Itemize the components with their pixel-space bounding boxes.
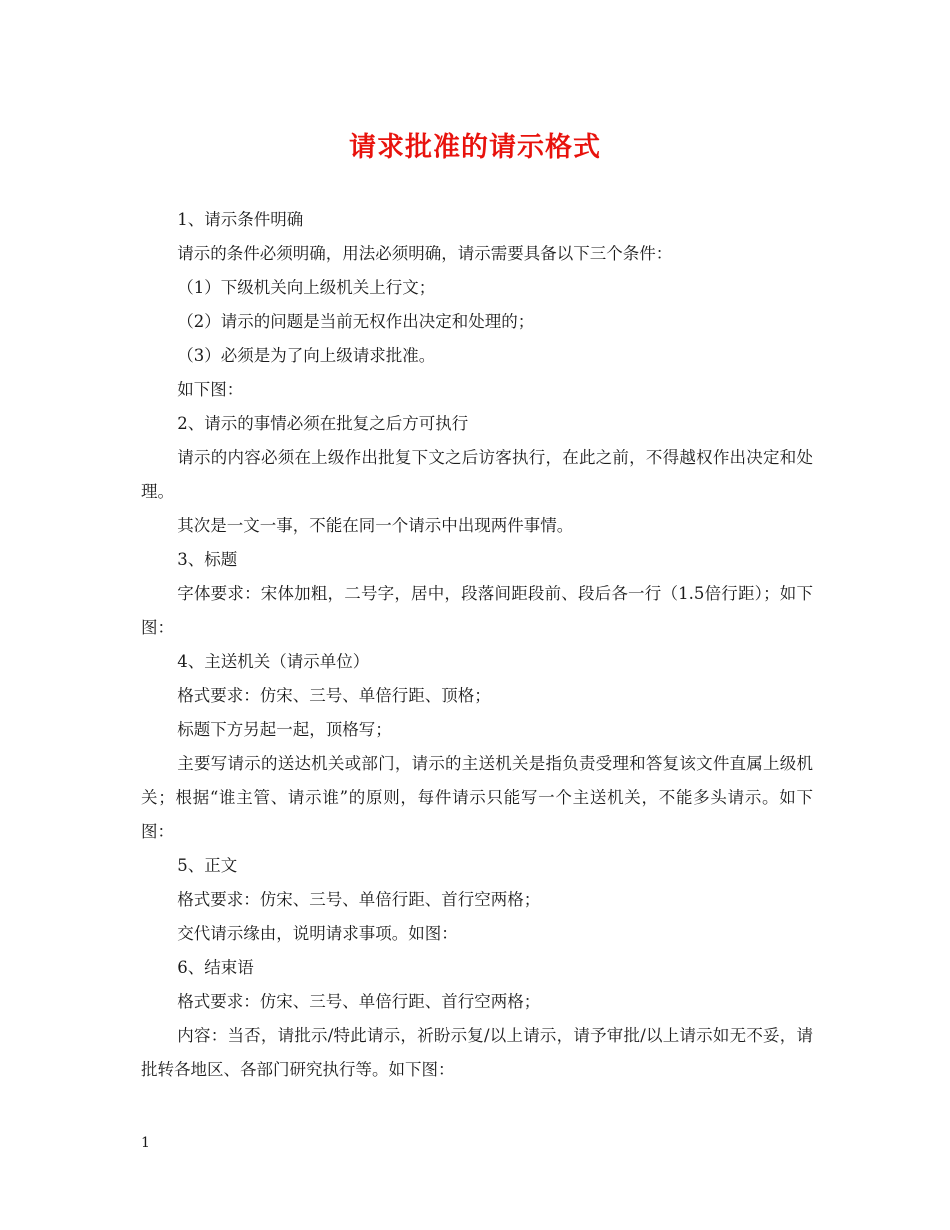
section-heading-execution: 2、请示的事情必须在批复之后方可执行 [177,414,469,433]
paragraph: 其次是一文一事，不能在同一个请示中出现两件事情。 [177,516,574,535]
paragraph: 如下图： [177,380,244,399]
paragraph: 主要写请示的送达机关或部门，请示的主送机关是指负责受理和答复该文件直属上级机关；根据“谁主管、请示谁”的原则，每件请示只能写一个主送机关，不能多头请示。如下图： [141,754,813,841]
paragraph: 请示的条件必须明确，用法必须明确，请示需要具备以下三个条件： [177,244,673,263]
list-item: （1）下级机关向上级机关上行文； [177,278,436,297]
paragraph: 格式要求：仿宋、三号、单倍行距、顶格； [177,686,491,705]
section-heading-body-text: 5、正文 [177,856,238,875]
paragraph: 请示的内容必须在上级作出批复下文之后访客执行，在此之前，不得越权作出决定和处理。 [141,448,813,501]
document-title: 请求批准的请示格式 [349,132,601,163]
list-item: （2）请示的问题是当前无权作出决定和处理的； [177,312,535,331]
section-heading-title: 3、标题 [177,550,238,569]
page-number: 1 [141,1135,150,1151]
section-heading-conditions: 1、请示条件明确 [177,210,304,229]
section-heading-closing: 6、结束语 [177,958,254,977]
paragraph: 内容：当否，请批示/特此请示，祈盼示复/以上请示，请予审批/以上请示如无不妥，请批转各地区、各部门研究执行等。如下图： [141,1026,813,1079]
paragraph: 交代请示缘由，说明请求事项。如图： [177,924,458,943]
paragraph: 字体要求：宋体加粗，二号字，居中，段落间距段前、段后各一行（1.5倍行距）；如下图： [141,584,813,637]
paragraph: 格式要求：仿宋、三号、单倍行距、首行空两格； [177,992,541,1011]
list-item: （3）必须是为了向上级请求批准。 [177,346,436,365]
document-body [141,203,813,1087]
paragraph: 标题下方另起一起，顶格写； [177,720,392,739]
section-heading-recipient: 4、主送机关（请示单位） [177,652,370,671]
paragraph: 格式要求：仿宋、三号、单倍行距、首行空两格； [177,890,541,909]
